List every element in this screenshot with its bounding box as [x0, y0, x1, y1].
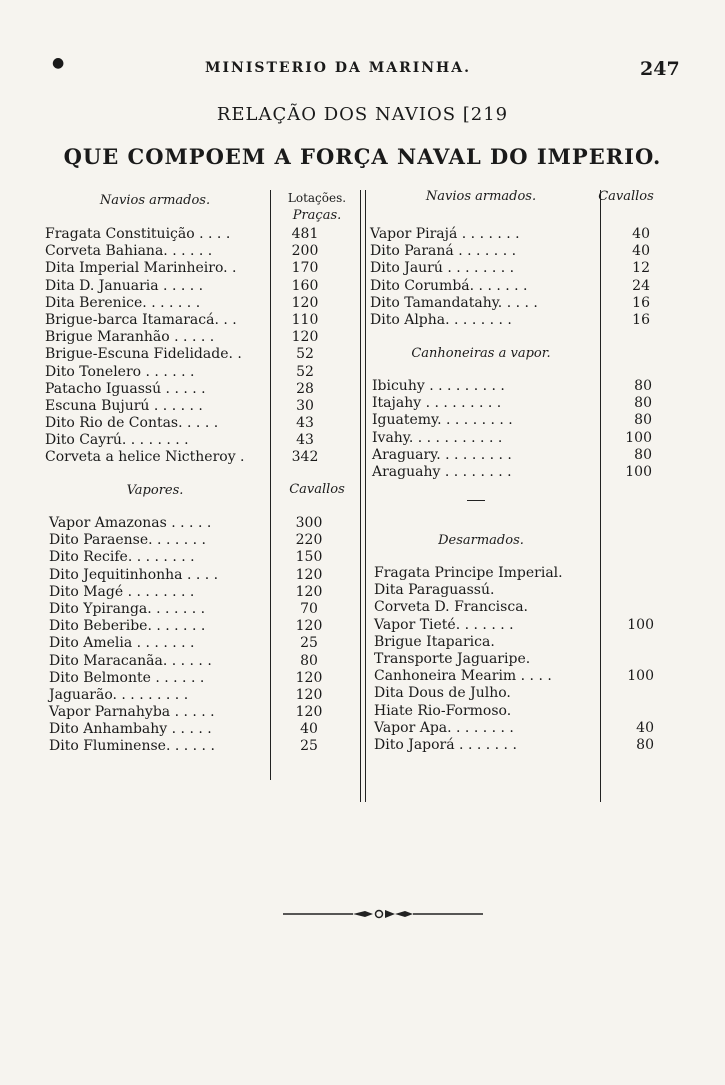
- vapores-row-name: Dito Ypiranga. . . . . . .: [49, 600, 206, 617]
- main-title: QUE COMPOEM A FORÇA NAVAL DO IMPERIO.: [63, 144, 662, 169]
- vapores-row: [49, 601, 369, 618]
- left-armed-row-name: Brigue Maranhão . . . . .: [45, 329, 215, 346]
- right-armed-row-value: 40: [632, 226, 650, 242]
- canhoneiras-row-name: Iguatemy. . . . . . . . .: [372, 412, 513, 429]
- vapores-row-value: 120: [295, 686, 323, 703]
- vapores-row-value: 120: [295, 669, 323, 686]
- canhoneiras-row: [372, 395, 672, 412]
- desarmados-row-name: Dita Paraguassú.: [374, 582, 495, 599]
- left-armed-row: [45, 243, 365, 260]
- vapores-row-value: 25: [300, 635, 318, 652]
- right-armed-row-name: Dito Alpha. . . . . . . .: [370, 311, 512, 328]
- desarmados-row-value: 40: [636, 719, 654, 736]
- left-armed-row-value: 481: [291, 226, 319, 242]
- right-armed-row: [370, 260, 670, 277]
- canhoneiras-row-name: Araguahy . . . . . . . .: [372, 463, 512, 480]
- vapores-row-value: 120: [295, 618, 323, 635]
- left-armed-row-value: 160: [291, 277, 319, 294]
- right-armed-row: [370, 278, 670, 295]
- vapores-row: [49, 515, 369, 532]
- page-number: 247: [640, 58, 680, 80]
- right-armed-row-value: 12: [632, 260, 650, 277]
- left-armed-row: [45, 226, 365, 243]
- desarmados-row: [374, 720, 674, 737]
- left-armed-row-name: Corveta Bahiana. . . . . .: [45, 243, 213, 260]
- right-armed-row-name: Dito Paraná . . . . . . .: [370, 243, 517, 260]
- vapores-row-name: Dito Magé . . . . . . . .: [49, 583, 195, 600]
- left-armed-row-value: 342: [291, 449, 319, 466]
- right-armed-list: [370, 226, 670, 329]
- right-armed-row-value: 16: [632, 294, 650, 311]
- vapores-row-name: Jaguarão. . . . . . . . .: [49, 686, 189, 703]
- vapores-row-name: Vapor Amazonas . . . . .: [49, 515, 212, 531]
- vapores-row-name: Vapor Parnahyba . . . . .: [49, 704, 215, 721]
- left-armed-row-name: Dito Tonelero . . . . . .: [45, 363, 195, 380]
- pracas-heading: Praças.: [292, 208, 342, 223]
- vapores-row-value: 70: [300, 600, 318, 617]
- left-armed-heading: Navios armados.: [99, 193, 211, 208]
- desarmados-row: [374, 685, 674, 702]
- left-armed-row-value: 28: [296, 380, 314, 397]
- desarmados-row: [374, 582, 674, 599]
- vapores-row-value: 120: [295, 704, 323, 721]
- vapores-row-value: 120: [295, 583, 323, 600]
- left-armed-row: [45, 329, 365, 346]
- vapores-row: [49, 532, 369, 549]
- left-armed-row-value: 43: [296, 432, 314, 449]
- vapores-row-value: 120: [295, 566, 323, 583]
- right-armed-heading: Navios armados.: [425, 189, 537, 204]
- right-armed-row-name: Dito Corumbá. . . . . . .: [370, 277, 528, 294]
- desarmados-row-name: Vapor Tieté. . . . . . .: [374, 616, 514, 633]
- left-armed-row: [45, 260, 365, 277]
- left-armed-row: [45, 398, 365, 415]
- desarmados-row-value: 100: [627, 616, 654, 633]
- vapores-row: [49, 704, 369, 721]
- vapores-row-value: 25: [300, 738, 318, 755]
- left-armed-row: [45, 432, 365, 449]
- right-armed-row-name: Dito Tamandatahy. . . . .: [370, 294, 538, 311]
- left-armed-row-name: Brigue-Escuna Fidelidade. .: [45, 346, 242, 363]
- canhoneiras-row: [372, 412, 672, 429]
- desarmados-row-name: Brigue Itaparica.: [374, 633, 495, 650]
- desarmados-row-name: Dita Dous de Julho.: [374, 685, 511, 702]
- vapores-row-value: 150: [295, 549, 323, 566]
- vapores-row: [49, 721, 369, 738]
- canhoneiras-row: [372, 464, 672, 481]
- canhoneiras-list: [372, 378, 672, 481]
- right-armed-row-value: 16: [632, 311, 650, 328]
- left-armed-row-name: Corveta a helice Nictheroy .: [45, 449, 245, 466]
- left-armed-row-name: Brigue-barca Itamaracá. . .: [45, 311, 237, 328]
- desarmados-row: [374, 668, 674, 685]
- desarmados-row-name: Vapor Apa. . . . . . . .: [374, 719, 514, 736]
- vapores-list: [49, 515, 369, 756]
- ornament-rule: [283, 906, 483, 922]
- vapores-row: [49, 687, 369, 704]
- vapores-row: [49, 618, 369, 635]
- desarmados-row-name: Dito Japorá . . . . . . .: [374, 736, 517, 753]
- vapores-row: [49, 635, 369, 652]
- left-armed-row: [45, 415, 365, 432]
- desarmados-row-name: Canhoneira Mearim . . . .: [374, 668, 552, 685]
- right-armed-row: [370, 295, 670, 312]
- left-armed-row: [45, 449, 365, 466]
- canhoneiras-row-name: Ibicuhy . . . . . . . . .: [372, 378, 505, 394]
- vapores-row: [49, 653, 369, 670]
- right-armed-row: [370, 226, 670, 243]
- left-armed-row-value: 110: [291, 311, 319, 328]
- vapores-row-name: Dito Fluminense. . . . . .: [49, 738, 215, 755]
- canhoneiras-row-name: Araguary. . . . . . . . .: [372, 446, 512, 463]
- desarmados-row: [374, 737, 674, 754]
- right-cavallos-heading: Cavallos: [598, 189, 654, 204]
- left-armed-row-value: 170: [291, 260, 319, 277]
- left-armed-row-name: Dito Rio de Contas. . . . .: [45, 415, 219, 432]
- desarmados-row-value: 100: [627, 668, 654, 685]
- desarmados-row-name: Corveta D. Francisca.: [374, 599, 528, 616]
- vapores-row: [49, 670, 369, 687]
- left-armed-row-name: Dita Berenice. . . . . . .: [45, 294, 201, 311]
- left-armed-row: [45, 312, 365, 329]
- left-armed-row-value: 43: [296, 415, 314, 432]
- vapores-row-value: 220: [295, 532, 323, 549]
- right-armed-row: [370, 312, 670, 329]
- bullet-mark: ●: [52, 55, 65, 71]
- vapores-row-name: Dito Recife. . . . . . . .: [49, 549, 195, 566]
- left-armed-row-name: Dito Cayrú. . . . . . . .: [45, 432, 189, 449]
- vapores-row-name: Dito Jequitinhonha . . . .: [49, 566, 219, 583]
- vapores-heading: Vapores.: [126, 483, 184, 498]
- left-armed-row-value: 30: [296, 397, 314, 414]
- canhoneiras-row: [372, 430, 672, 447]
- vapores-row-value: 80: [300, 652, 318, 669]
- canhoneiras-row: [372, 447, 672, 464]
- right-armed-row: [370, 243, 670, 260]
- desarmados-row-name: Transporte Jaguaripe.: [374, 650, 531, 667]
- canhoneiras-row-value: 80: [634, 446, 652, 463]
- desarmados-row: [374, 565, 674, 582]
- vapores-row-name: Dito Anhambahy . . . . .: [49, 721, 212, 738]
- right-armed-row-name: Dito Jaurú . . . . . . . .: [370, 260, 515, 277]
- canhoneiras-row-name: Itajahy . . . . . . . . .: [372, 395, 502, 412]
- canhoneiras-row-value: 80: [634, 412, 652, 429]
- canhoneiras-heading: Canhoneiras a vapor.: [411, 346, 551, 361]
- canhoneiras-row-value: 100: [625, 463, 652, 480]
- lotacoes-heading: Lotações.: [287, 191, 347, 205]
- desarmados-row: [374, 651, 674, 668]
- left-armed-row-value: 120: [291, 294, 319, 311]
- vapores-row: [49, 567, 369, 584]
- vapores-row-value: 40: [300, 721, 318, 738]
- left-armed-row-value: 52: [296, 363, 314, 380]
- vapores-row: [49, 549, 369, 566]
- left-armed-row: [45, 364, 365, 381]
- desarmados-row: [374, 617, 674, 634]
- desarmados-row-name: Hiate Rio-Formoso.: [374, 702, 512, 719]
- desarmados-row-name: Fragata Principe Imperial.: [374, 565, 563, 581]
- left-armed-row: [45, 278, 365, 295]
- canhoneiras-row-value: 80: [634, 378, 652, 394]
- vapores-row: [49, 584, 369, 601]
- vapores-row-name: Dito Belmonte . . . . . .: [49, 669, 205, 686]
- left-armed-row-value: 120: [291, 329, 319, 346]
- desarmados-row: [374, 634, 674, 651]
- desarmados-list: [374, 565, 674, 754]
- right-armed-row-name: Vapor Pirajá . . . . . . .: [370, 226, 520, 242]
- left-armed-list: [45, 226, 365, 467]
- canhoneiras-row-value: 100: [625, 429, 652, 446]
- desarmados-row-value: 80: [636, 736, 654, 753]
- left-armed-row-value: 52: [296, 346, 314, 363]
- running-title: MINISTERIO DA MARINHA.: [205, 60, 472, 76]
- left-armed-row-name: Escuna Bujurú . . . . . .: [45, 397, 203, 414]
- vapores-row-name: Dito Paraense. . . . . . .: [49, 532, 207, 549]
- subtitle: RELAÇÃO DOS NAVIOS [219: [216, 104, 509, 125]
- left-armed-row: [45, 346, 365, 363]
- vapores-row-name: Dito Maracanãa. . . . . .: [49, 652, 212, 669]
- page-header: [0, 55, 725, 82]
- left-armed-row-name: Patacho Iguassú . . . . .: [45, 380, 206, 397]
- left-armed-row-name: Dita Imperial Marinheiro. .: [45, 260, 237, 277]
- vapores-row-name: Dito Amelia . . . . . . .: [49, 635, 195, 652]
- left-armed-row: [45, 381, 365, 398]
- desarmados-row: [374, 703, 674, 720]
- canhoneiras-row: [372, 378, 672, 395]
- canhoneiras-row-name: Ivahy. . . . . . . . . . .: [372, 429, 503, 446]
- left-armed-row-value: 200: [291, 243, 319, 260]
- left-armed-row-name: Dita D. Januaria . . . . .: [45, 277, 204, 294]
- right-armed-row-value: 24: [632, 277, 650, 294]
- vapores-row: [49, 738, 369, 755]
- canhoneiras-row-value: 80: [634, 395, 652, 412]
- section-dash: [467, 500, 485, 501]
- vapores-row-value: 300: [295, 515, 323, 531]
- left-armed-row-name: Fragata Constituição . . . .: [45, 226, 231, 242]
- left-armed-row: [45, 295, 365, 312]
- desarmados-row: [374, 599, 674, 616]
- left-cavallos-heading: Cavallos: [289, 482, 345, 497]
- vapores-row-name: Dito Beberibe. . . . . . .: [49, 618, 206, 635]
- right-armed-row-value: 40: [632, 243, 650, 260]
- desarmados-heading: Desarmados.: [438, 533, 524, 548]
